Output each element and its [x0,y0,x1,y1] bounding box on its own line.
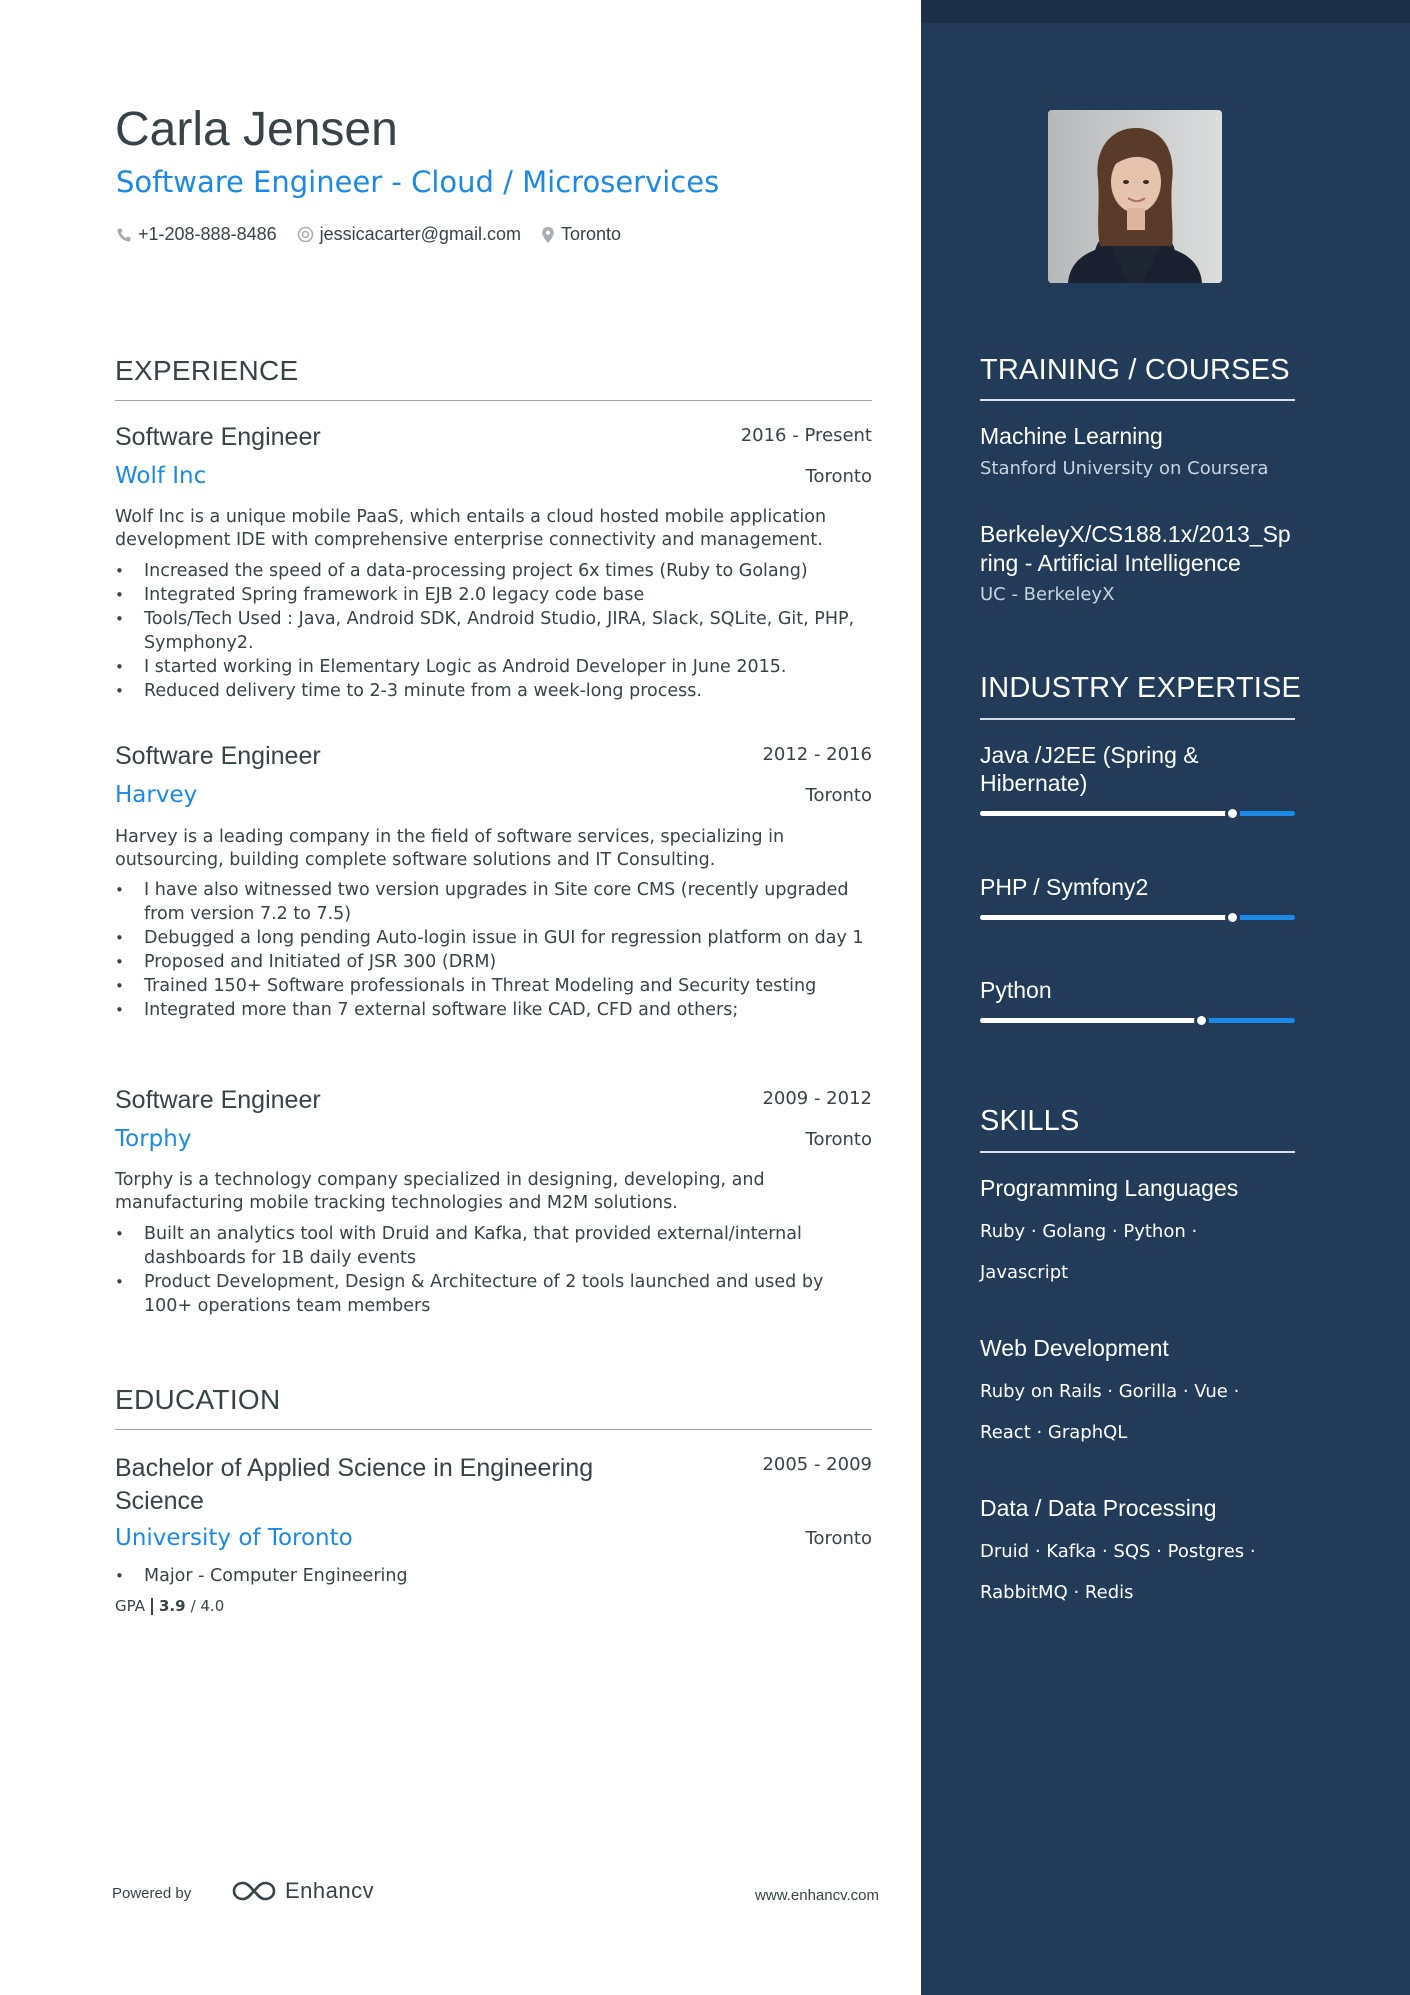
expertise-divider [980,718,1295,720]
location-text: Toronto [560,224,621,244]
skill-list: Druid · Kafka · SQS · Postgres · RabbitMQ · Redis [980,1541,1256,1603]
expertise-label: Python [980,977,1052,1003]
bullet-item: • Integrated Spring framework in EJB 2.0 legacy code base [115,583,872,607]
bullet-item: • Tools/Tech Used : Java, Android SDK, Android Studio, JIRA, Slack, SQLite, Git, PHP, Symphony2. [115,607,872,655]
phone-icon [116,227,132,243]
candidate-name: Carla Jensen [115,103,398,156]
job-dates: 2016 - Present [740,425,872,446]
school-name[interactable]: University of Toronto [115,1525,353,1551]
education-dates: 2005 - 2009 [762,1454,872,1475]
expertise-bar-fill [980,915,1232,920]
course-provider: UC - BerkeleyX [980,584,1115,605]
skill-group-title: Programming Languages [980,1175,1239,1201]
job-bullets [115,1222,872,1318]
job-description: Harvey is a leading company in the field of software services, specializing in outsourcing, building complete software solutions and IT Consulting. [115,827,785,870]
training-heading: TRAINING / COURSES [980,354,1290,386]
job-title: Software Engineer [115,742,321,770]
job-bullets [115,878,872,1022]
profile-photo [1048,110,1222,283]
job-bullets [115,559,872,703]
gpa-separator [151,1598,153,1615]
skills-divider [980,1151,1295,1153]
bullet-item: • Increased the speed of a data-processing project 6x times (Ruby to Golang) [115,559,872,583]
experience-entry [115,742,872,1042]
course-title: BerkeleyX/CS188.1x/2013_Spring - Artificial Intelligence [980,521,1291,576]
skill-group [980,1495,1295,1613]
education-heading: EDUCATION [115,1384,281,1415]
powered-by-label: Powered by [112,1885,192,1902]
expertise-bar [980,1018,1295,1023]
job-title: Software Engineer [115,1086,321,1114]
sidebar-top-bar [921,0,1410,23]
email-text: jessicacarter@gmail.com [319,224,521,244]
experience-entry [115,423,872,708]
expertise-label: PHP / Symfony2 [980,874,1149,900]
experience-entry [115,1086,872,1326]
job-location: Toronto [805,785,872,806]
expertise-bar-knob [1225,806,1240,821]
portrait-image [1048,110,1222,283]
expertise-heading: INDUSTRY EXPERTISE [980,672,1302,704]
website-link[interactable]: www.enhancv.com [755,1887,879,1904]
bullet-item: • Product Development, Design & Architecture of 2 tools launched and used by 100+ operations team members [115,1270,872,1318]
bullet-item: • Integrated more than 7 external software like CAD, CFD and others; [115,998,872,1022]
job-dates: 2012 - 2016 [762,744,872,765]
bullet-item: • Major - Computer Engineering [115,1564,872,1588]
job-description: Wolf Inc is a unique mobile PaaS, which entails a cloud hosted mobile application development IDE with comprehensive enterprise connectivity and management. [115,507,827,550]
bullet-item: • Proposed and Initiated of JSR 300 (DRM) [115,950,872,974]
skill-group [980,1175,1295,1293]
phone-text: +1-208-888-8486 [138,224,277,244]
expertise-bar [980,811,1295,816]
expertise-bar [980,915,1295,920]
skills-heading: SKILLS [980,1105,1080,1137]
skill-list: Ruby on Rails · Gorilla · Vue · React · GraphQL [980,1381,1240,1443]
expertise-label: Java /J2EE (Spring & Hibernate) [980,742,1199,796]
education-divider [115,1429,872,1430]
contact-location [541,224,621,245]
brand-name: Enhancv [285,1878,375,1903]
contact-email[interactable] [297,224,521,245]
footer [112,1878,879,1914]
expertise-bar-knob [1225,910,1240,925]
experience-divider [115,400,872,401]
job-location: Toronto [805,1129,872,1150]
experience-heading: EXPERIENCE [115,355,299,386]
gpa-label: GPA [115,1597,145,1615]
training-divider [980,399,1295,401]
course-provider: Stanford University on Coursera [980,458,1269,479]
bullet-item: • Reduced delivery time to 2-3 minute from a week-long process. [115,679,872,703]
bullet-item: • Debugged a long pending Auto-login issue in GUI for regression platform on day 1 [115,926,872,950]
infinity-logo-icon [231,1878,277,1904]
bullet-item: • Trained 150+ Software professionals in Threat Modeling and Security testing [115,974,872,998]
bullet-item: • I have also witnessed two version upgrades in Site core CMS (recently upgraded from version 7.2 to 7.5) [115,878,872,926]
course-title: Machine Learning [980,423,1163,449]
education-location: Toronto [805,1528,872,1549]
job-title: Software Engineer [115,423,321,451]
bullet-item: • Built an analytics tool with Druid and Kafka, that provided external/internal dashboards for 1B daily events [115,1222,872,1270]
expertise-bar-fill [980,811,1232,816]
skill-group-title: Web Development [980,1335,1169,1361]
education-bullets [115,1564,872,1588]
job-location: Toronto [805,466,872,487]
gpa-max: / 4.0 [190,1597,225,1615]
at-icon [297,226,314,243]
degree-title: Bachelor of Applied Science in Engineering Science [115,1454,594,1515]
job-company[interactable]: Harvey [115,782,198,808]
job-company[interactable]: Wolf Inc [115,463,207,489]
skill-group-title: Data / Data Processing [980,1495,1217,1521]
job-company[interactable]: Torphy [115,1126,192,1152]
expertise-bar-knob [1194,1013,1209,1028]
gpa-value: 3.9 [158,1597,186,1615]
job-description: Torphy is a technology company specialized in designing, developing, and manufacturing mobile tracking technologies and M2M solutions. [115,1170,765,1213]
gpa [115,1597,224,1615]
candidate-headline: Software Engineer - Cloud / Microservices [116,165,720,199]
location-pin-icon [541,226,555,244]
enhancv-logo[interactable] [231,1878,374,1904]
job-dates: 2009 - 2012 [762,1088,872,1109]
education-entry [115,1452,872,1592]
bullet-item: • I started working in Elementary Logic as Android Developer in June 2015. [115,655,872,679]
contact-phone[interactable] [116,224,277,245]
skill-group [980,1335,1295,1453]
contact-info [116,224,641,245]
skill-list: Ruby · Golang · Python · Javascript [980,1221,1198,1283]
expertise-bar-fill [980,1018,1201,1023]
